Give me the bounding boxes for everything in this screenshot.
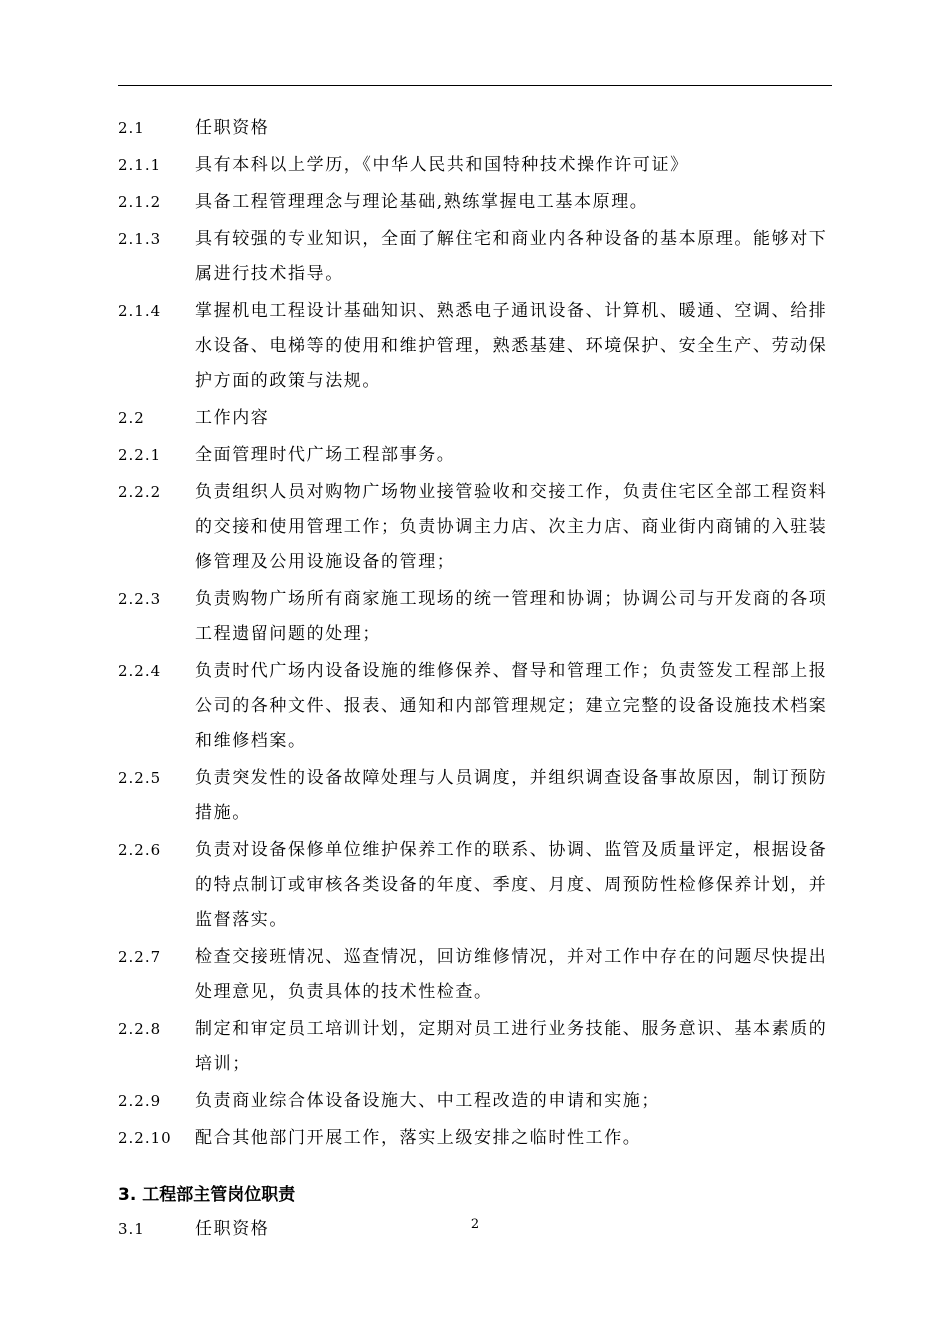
- clause-item: [118, 401, 840, 436]
- clause-item: [118, 1012, 840, 1082]
- header-rule: [118, 85, 832, 86]
- clause-text: 负责时代广场内设备设施的维修保养、督导和管理工作；负责签发工程部上报公司的各种文件、报表、通知和内部管理规定；建立完整的设备设施技术档案和维修档案。: [195, 661, 828, 751]
- clause-number: 2.1.2: [118, 193, 162, 211]
- clause-number: 2.2.2: [118, 483, 162, 501]
- clause-number: 2.1.3: [118, 230, 162, 248]
- clause-text: 掌握机电工程设计基础知识、熟悉电子通讯设备、计算机、暖通、空调、给排水设备、电梯等的使用和维护管理，熟悉基建、环境保护、安全生产、劳动保护方面的政策与法规。: [195, 301, 828, 391]
- clause-text: 配合其他部门开展工作，落实上级安排之临时性工作。: [195, 1128, 642, 1148]
- clause-item: [118, 582, 840, 652]
- clause-number: 2.2: [118, 409, 145, 427]
- clause-number: 2.2.8: [118, 1020, 162, 1038]
- clause-number: 2.2.7: [118, 948, 162, 966]
- clause-item: [118, 761, 840, 831]
- clause-item: [118, 1084, 840, 1119]
- clause-text: 具有本科以上学历，《中华人民共和国特种技术操作许可证》: [195, 155, 689, 175]
- clause-number: 2.2.9: [118, 1092, 162, 1110]
- clause-number: 2.2.10: [118, 1129, 172, 1147]
- document-body: [118, 111, 840, 1249]
- clause-number: 2.2.3: [118, 590, 162, 608]
- clause-text: 负责对设备保修单位维护保养工作的联系、协调、监管及质量评定，根据设备的特点制订或审核各类设备的年度、季度、月度、周预防性检修保养计划，并监督落实。: [195, 840, 828, 930]
- clause-number: 2.2.4: [118, 662, 162, 680]
- clause-text: 任职资格: [195, 118, 270, 138]
- clause-text: 负责购物广场所有商家施工现场的统一管理和协调；协调公司与开发商的各项工程遗留问题的处理；: [195, 589, 828, 644]
- clause-number: 2.1.4: [118, 302, 162, 320]
- section-3-heading: 3. 工程部主管岗位职责: [118, 1185, 296, 1205]
- clause-item: [118, 148, 840, 183]
- clause-item: [118, 833, 840, 938]
- clause-text: 任职资格: [195, 1219, 270, 1239]
- clause-number: 2.2.6: [118, 841, 162, 859]
- clause-item: [118, 940, 840, 1010]
- clause-item: [118, 1121, 840, 1156]
- clause-text: 具有较强的专业知识，全面了解住宅和商业内各种设备的基本原理。能够对下属进行技术指导。: [195, 229, 828, 284]
- page-number: 2: [470, 1217, 480, 1232]
- clause-item: [118, 222, 840, 292]
- clause-item: [118, 111, 840, 146]
- section-2-list: [118, 111, 840, 1156]
- clause-number: 3.1: [118, 1220, 145, 1238]
- clause-text: 负责突发性的设备故障处理与人员调度，并组织调查设备事故原因，制订预防措施。: [195, 768, 828, 823]
- clause-text: 制定和审定员工培训计划，定期对员工进行业务技能、服务意识、基本素质的培训；: [195, 1019, 828, 1074]
- clause-text: 工作内容: [195, 408, 270, 428]
- clause-text: 检查交接班情况、巡查情况，回访维修情况，并对工作中存在的问题尽快提出处理意见，负责具体的技术性检查。: [195, 947, 828, 1002]
- clause-number: 2.2.5: [118, 769, 162, 787]
- clause-text: 全面管理时代广场工程部事务。: [195, 445, 456, 465]
- clause-text: 具备工程管理理念与理论基础,熟练掌握电工基本原理。: [195, 192, 649, 212]
- clause-item: [118, 294, 840, 399]
- clause-text: 负责商业综合体设备设施大、中工程改造的申请和实施；: [195, 1091, 660, 1111]
- clause-text: 负责组织人员对购物广场物业接管验收和交接工作，负责住宅区全部工程资料的交接和使用管理工作；负责协调主力店、次主力店、商业街内商铺的入驻装修管理及公用设施设备的管理；: [195, 482, 828, 572]
- clause-item: [118, 475, 840, 580]
- clause-number: 2.1: [118, 119, 145, 137]
- clause-item: [118, 654, 840, 759]
- clause-number: 2.1.1: [118, 156, 162, 174]
- clause-item: [118, 438, 840, 473]
- clause-item: [118, 185, 840, 220]
- clause-number: 2.2.1: [118, 446, 162, 464]
